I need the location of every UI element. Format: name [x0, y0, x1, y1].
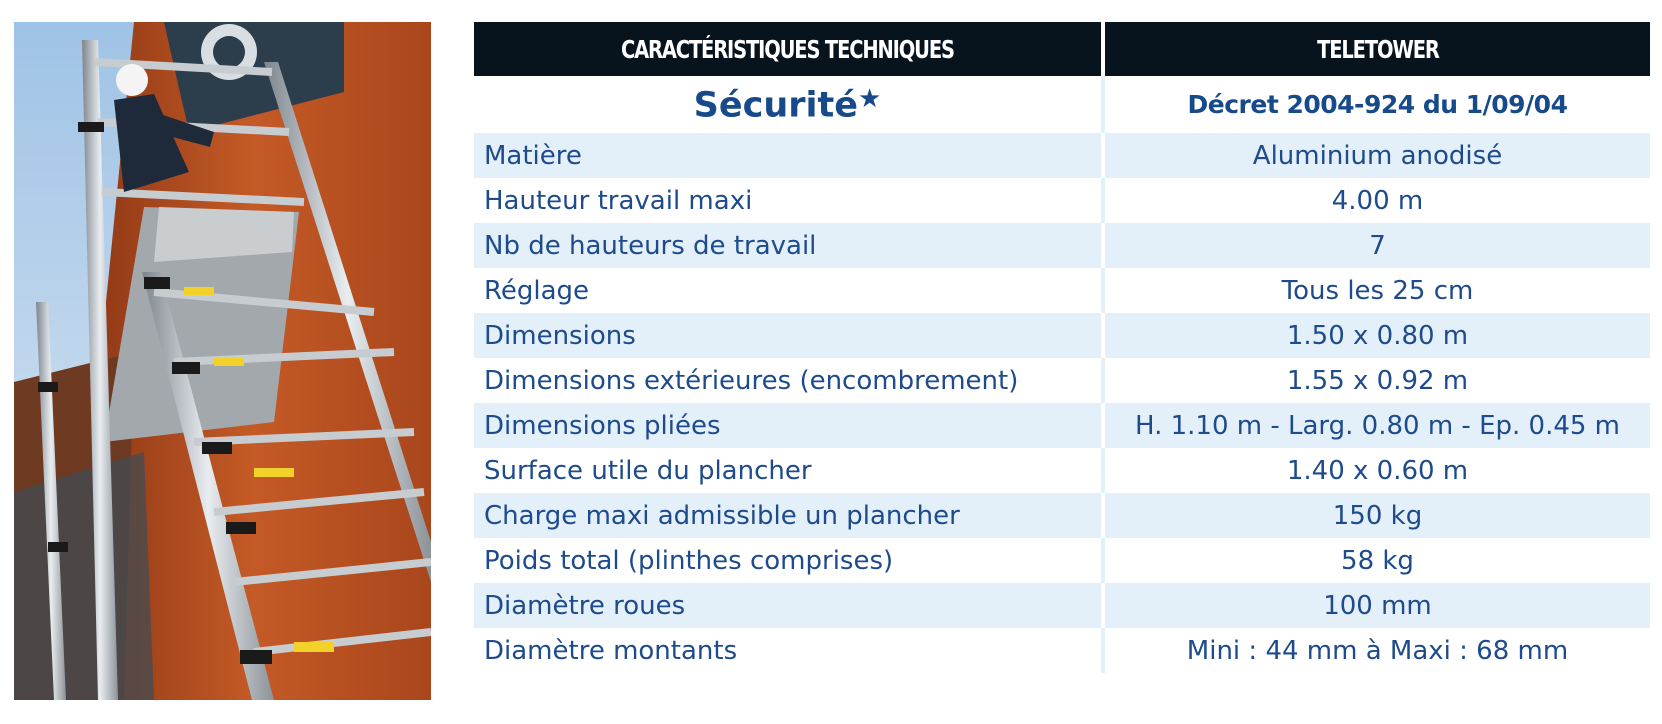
row-value: 7 [1105, 223, 1650, 268]
row-label: Dimensions pliées [474, 403, 1105, 448]
security-row [474, 76, 1650, 133]
row-value: 58 kg [1105, 538, 1650, 583]
row-value: Tous les 25 cm [1105, 268, 1650, 313]
security-title: Sécurité [693, 85, 859, 126]
header-product: TELETOWER [1105, 22, 1650, 76]
spec-table [474, 22, 1650, 673]
row-label: Hauteur travail maxi [474, 178, 1105, 223]
row-value: 100 mm [1105, 583, 1650, 628]
row-label: Réglage [474, 268, 1105, 313]
table-row [474, 223, 1650, 268]
row-value: 1.50 x 0.80 m [1105, 313, 1650, 358]
row-label: Dimensions [474, 313, 1105, 358]
table-row [474, 583, 1650, 628]
table-row [474, 133, 1650, 178]
star-icon: ★ [858, 83, 882, 114]
table-row [474, 448, 1650, 493]
row-label: Dimensions extérieures (encombrement) [474, 358, 1105, 403]
security-title-cell [474, 76, 1105, 133]
row-value: 150 kg [1105, 493, 1650, 538]
table-row [474, 313, 1650, 358]
table-row [474, 178, 1650, 223]
table-row [474, 403, 1650, 448]
table-header-row [474, 22, 1650, 76]
row-label: Matière [474, 133, 1105, 178]
table-row [474, 493, 1650, 538]
row-value: 4.00 m [1105, 178, 1650, 223]
row-value: 1.40 x 0.60 m [1105, 448, 1650, 493]
table-row [474, 628, 1650, 673]
decree-cell [1105, 76, 1650, 133]
row-label: Surface utile du plancher [474, 448, 1105, 493]
row-label: Charge maxi admissible un plancher [474, 493, 1105, 538]
row-value: H. 1.10 m - Larg. 0.80 m - Ep. 0.45 m [1105, 403, 1650, 448]
row-label: Nb de hauteurs de travail [474, 223, 1105, 268]
product-photo [14, 22, 431, 700]
decree-text: Décret 2004-924 du 1/09/04 [1187, 89, 1568, 119]
row-label: Diamètre montants [474, 628, 1105, 673]
row-value: Mini : 44 mm à Maxi : 68 mm [1105, 628, 1650, 673]
scaffold-tower-image [14, 22, 431, 700]
table-row [474, 358, 1650, 403]
header-characteristics: CARACTÉRISTIQUES TECHNIQUES [474, 22, 1105, 76]
row-label: Poids total (plinthes comprises) [474, 538, 1105, 583]
row-value: 1.55 x 0.92 m [1105, 358, 1650, 403]
table-row [474, 268, 1650, 313]
table-row [474, 538, 1650, 583]
row-label: Diamètre roues [474, 583, 1105, 628]
row-value: Aluminium anodisé [1105, 133, 1650, 178]
